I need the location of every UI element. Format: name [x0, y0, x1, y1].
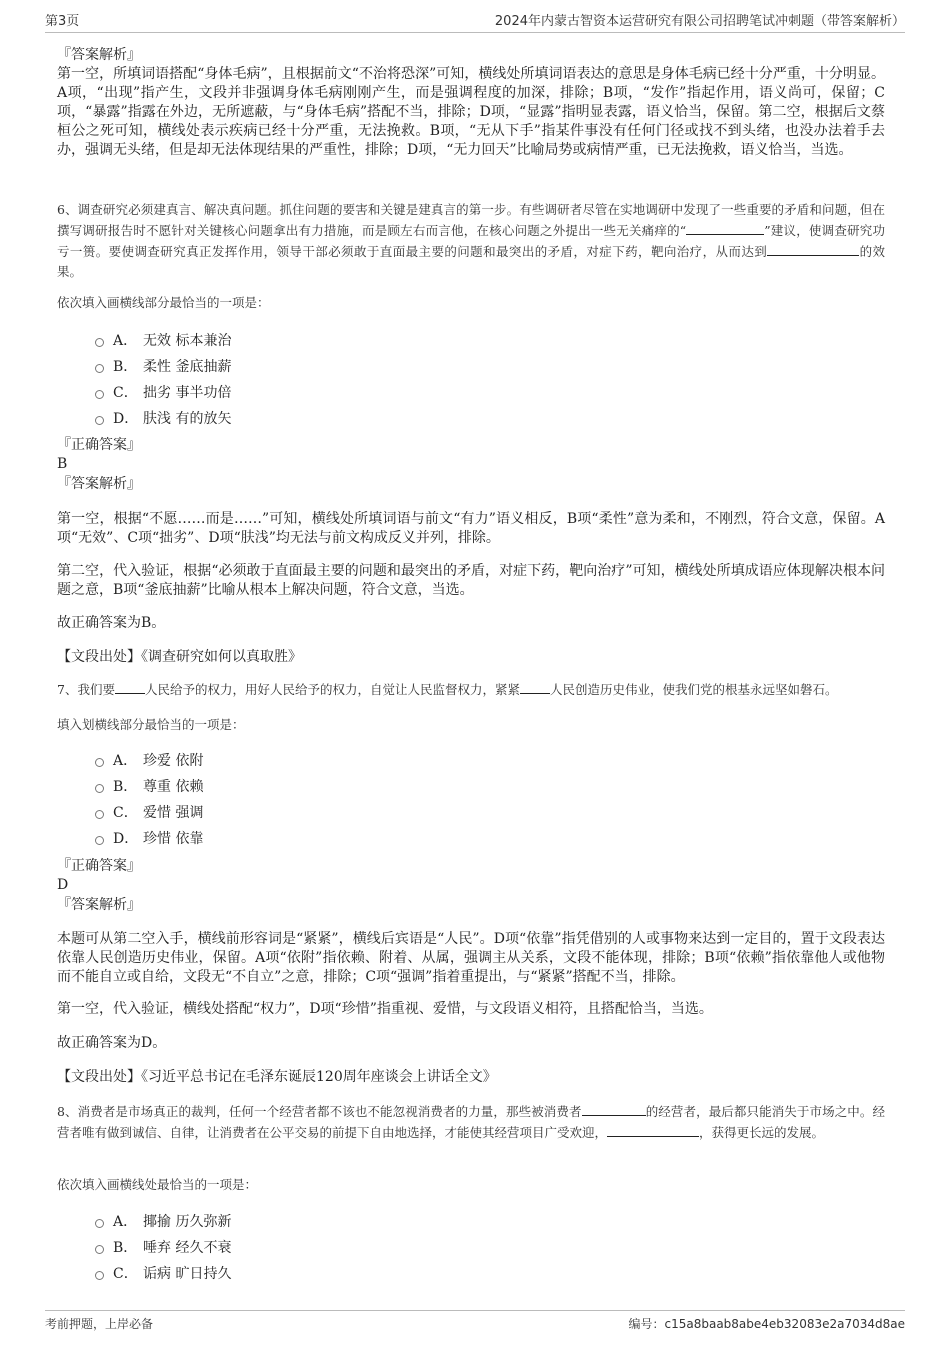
q6-stem: 6、调查研究必须建真言、解决真问题。抓住问题的要害和关键是建真言的第一步。有些调研者尽管在实地调研中发现了一些重要的矛盾和问题，但在撰写调研报告时不愿针对关键核心问题拿出有力措施，而是顾左右而言他，在核心问题之外提出一些无关痛痒的“ ”建议，使调查研究功亏一篑。要使调查研究真正发挥作用，领导干部必须敢于直面最主要的问题和最突出的矛盾，对症下药，靶向治疗，从而达到 的效果。 — [57, 202, 885, 279]
q6-conclusion: 故正确答案为B。 — [57, 615, 166, 631]
document-id: 编号：c15a8baab8abe4eb32083e2a7034d8ae — [628, 1317, 905, 1331]
radio-icon[interactable] — [95, 836, 104, 845]
q7-option-d[interactable]: D． 珍惜 依靠 — [95, 825, 495, 851]
q7-explanation-1: 本题可从第二空入手，横线前形容词是“紧紧”，横线后宾语是“人民”。D项“依靠”指凭借别的人或事物来达到一定目的，置于文段表达依靠人民创造历史伟业，保留。A项“依附”指依赖、附着、从属，强调主从关系，文段不能体现，排除；B项“依赖”指依靠他人或他物而不能自立或自给，文段无“不自立”之意，排除；C项“强调”指着重提出，与“紧紧”搭配不当，排除。 — [57, 931, 885, 985]
q8-prompt: 依次填入画横线处最恰当的一项是： — [57, 1177, 258, 1192]
q6-explanation-1: 第一空，根据“不愿……而是……”可知，横线处所填词语与前文“有力”语义相反，B项“柔性”意为柔和，不刚烈，符合文意，保留。A项“无效”、C项“拙劣”、D项“肤浅”均无法与前文构成反义并列，排除。 — [57, 511, 885, 546]
q8-option-a[interactable]: A． 揶揄 历久弥新 — [95, 1208, 495, 1234]
q7-explanation-2: 第一空，代入验证，横线处搭配“权力”，D项“珍惜”指重视、爱惜，与文段语义相符，且搭配恰当，当选。 — [57, 1001, 713, 1017]
radio-icon[interactable] — [95, 1271, 104, 1280]
q7-conclusion: 故正确答案为D。 — [57, 1035, 167, 1051]
q8-stem: 8、消费者是市场真正的裁判，任何一个经营者都不该也不能忽视消费者的力量，那些被消费者 的经营者，最后都只能消失于市场之中。经营者唯有做到诚信、自律，让消费者在公平交易的前提下自由地选择，才能使其经营项目广受欢迎， ，获得更长远的发展。 — [57, 1101, 885, 1143]
q7-stem: 7、我们要 人民给予的权力，用好人民给予的权力，自觉让人民监督权力，紧紧 人民创造历史伟业，使我们党的根基永远坚如磐石。 — [57, 679, 885, 700]
q8-options — [95, 1208, 495, 1286]
q8-blank-2 — [607, 1122, 699, 1137]
q8-blank-1 — [582, 1101, 646, 1116]
radio-icon[interactable] — [95, 390, 104, 399]
page-number: 第3页 — [45, 14, 80, 29]
q6-blank-2 — [767, 241, 859, 256]
footer-slogan: 考前押题，上岸必备 — [45, 1317, 154, 1331]
q6-source: 【文段出处】《调查研究如何以真取胜》 — [57, 649, 302, 665]
q7-blank-1 — [115, 679, 145, 694]
radio-icon[interactable] — [95, 758, 104, 767]
q7-source: 【文段出处】《习近平总书记在毛泽东诞辰120周年座谈会上讲话全文》 — [57, 1069, 497, 1085]
q7-option-c[interactable]: C． 爱惜 强调 — [95, 799, 495, 825]
radio-icon[interactable] — [95, 784, 104, 793]
q7-options — [95, 747, 495, 851]
q7-explain-label: 『答案解析』 — [57, 897, 141, 913]
q7-blank-2 — [520, 679, 550, 694]
q8-option-c[interactable]: C． 诟病 旷日持久 — [95, 1260, 495, 1286]
radio-icon[interactable] — [95, 1245, 104, 1254]
q6-answer-label: 『正确答案』 — [57, 437, 141, 453]
radio-icon[interactable] — [95, 364, 104, 373]
q6-option-d[interactable]: D． 肤浅 有的放矢 — [95, 405, 495, 431]
q6-blank-1 — [686, 220, 764, 235]
radio-icon[interactable] — [95, 1219, 104, 1228]
q6-answer: B — [57, 456, 68, 472]
q5-explanation: 第一空，所填词语搭配“身体毛病”，且根据前文“不治将恐深”可知，横线处所填词语表达的意思是身体毛病已经十分严重，十分明显。A项，“出现”指产生，文段并非强调身体毛病刚刚产生，而是强调程度的加深，排除；B项，“发作”指起作用，语义尚可，保留；C项，“暴露”指露在外边，无所遮蔽，与“身体毛病”搭配不当，排除；D项，“显露”指明显表露，语义恰当，保留。第二空，根据后文蔡桓公之死可知，横线处表示疾病已经十分严重，无法挽救。B项，“无从下手”指某件事没有任何门径或找不到头绪，也没办法着手去办，强调无头绪，但是却无法体现结果的严重性，排除；D项，“无力回天”比喻局势或病情严重，已无法挽救，语义恰当，当选。 — [57, 66, 885, 158]
q7-option-b[interactable]: B． 尊重 依赖 — [95, 773, 495, 799]
page-header — [45, 10, 905, 33]
q6-option-c[interactable]: C． 拙劣 事半功倍 — [95, 379, 495, 405]
radio-icon[interactable] — [95, 416, 104, 425]
q7-option-a[interactable]: A． 珍爱 依附 — [95, 747, 495, 773]
radio-icon[interactable] — [95, 338, 104, 347]
q5-explain-label: 『答案解析』 — [57, 47, 141, 63]
q6-option-a[interactable]: A． 无效 标本兼治 — [95, 327, 495, 353]
q7-prompt: 填入划横线部分最恰当的一项是： — [57, 717, 245, 732]
q6-options — [95, 327, 495, 431]
q8-option-b[interactable]: B． 唾弃 经久不衰 — [95, 1234, 495, 1260]
q6-option-b[interactable]: B． 柔性 釜底抽薪 — [95, 353, 495, 379]
radio-icon[interactable] — [95, 810, 104, 819]
q7-answer-label: 『正确答案』 — [57, 858, 141, 874]
q6-explanation-2: 第二空，代入验证，根据“必须敢于直面最主要的问题和最突出的矛盾，对症下药，靶向治疗”可知，横线处所填成语应体现解决根本问题之意，B项“釜底抽薪”比喻从根本上解决问题，符合文意，当选。 — [57, 563, 885, 598]
q6-explain-label: 『答案解析』 — [57, 476, 141, 492]
page-footer — [45, 1310, 905, 1339]
q7-answer: D — [57, 877, 69, 893]
document-title: 2024年内蒙古智资本运营研究有限公司招聘笔试冲刺题（带答案解析） — [494, 14, 905, 29]
q6-prompt: 依次填入画横线部分最恰当的一项是： — [57, 295, 270, 310]
